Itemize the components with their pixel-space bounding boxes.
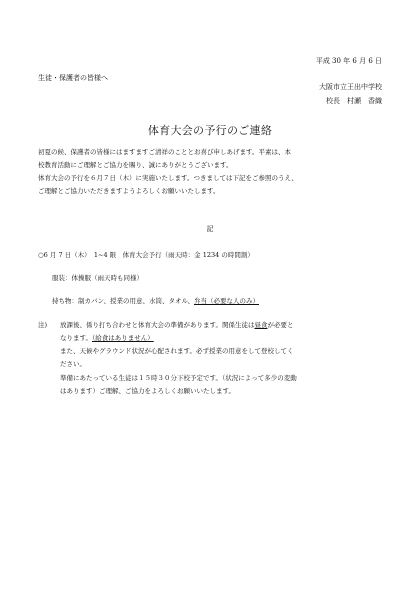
intro-line-1: 初夏の候、保護者の皆様にはますますご清祥のこととお喜び申しあげます。平素は、本	[38, 148, 291, 156]
note-line-5: 準備にあたっている生徒は１５時３０分下校予定です。（状況によって多少の変動	[60, 374, 297, 382]
note-line-6: はあります）ご理解、ご協力をよろしくお願いいたします。	[60, 387, 235, 395]
note-line-1-tail: が必要と	[267, 321, 294, 329]
items-line	[52, 298, 259, 305]
event-line: ○6 月 7 日（木） 1~4 限 体育大会予行（雨天時：金 1234 の時間割）	[38, 251, 254, 259]
note-line-2-text: なります。	[60, 334, 92, 342]
note-line-3: また、天候やグラウンド状況が心配されます。必ず授業の用意をして登校してく	[60, 347, 294, 355]
note-mark: 注)	[38, 321, 48, 329]
note-line-2-no-school-lunch: （給食はありません）	[91, 334, 154, 342]
school-name: 大阪市立王出中学校	[319, 83, 382, 91]
items-text: 持ち物：制カバン、授業の用意、水筒、タオル、	[52, 297, 194, 305]
ki-heading: 記	[206, 225, 214, 233]
note-line-1-text: 放課後、係り打ち合わせと体育大会の準備があります。関係生徒は	[60, 321, 255, 329]
items-lunch: 弁当	[193, 297, 207, 305]
dress-line: 服装：体操服（雨天時も同様）	[52, 274, 143, 282]
note-line-4: ださい。	[60, 360, 86, 368]
items-lunch-note: （必要な人のみ）	[206, 297, 259, 305]
note-line-1-lunch: 昼食	[254, 321, 268, 329]
note-line-2	[60, 335, 154, 342]
intro-line-4: ご理解とご協力いただきますようよろしくお願いいたします。	[38, 187, 220, 195]
issue-date: 平成 30 年 6 月 6 日	[315, 57, 382, 65]
addressee: 生徒・保護者の皆様へ	[38, 74, 108, 82]
intro-line-3: 体育大会の予行を６月７日（木）に実施いたします。つきましては下記をご参照のうえ、	[38, 174, 298, 182]
document-title: 体育大会の予行のご連絡	[147, 124, 273, 137]
note-line-1	[60, 322, 293, 329]
intro-line-2: 校教育活動にご理解とご協力を賜り、誠にありがとうございます。	[38, 161, 233, 169]
principal-name: 校長 村瀬 香織	[326, 97, 382, 105]
